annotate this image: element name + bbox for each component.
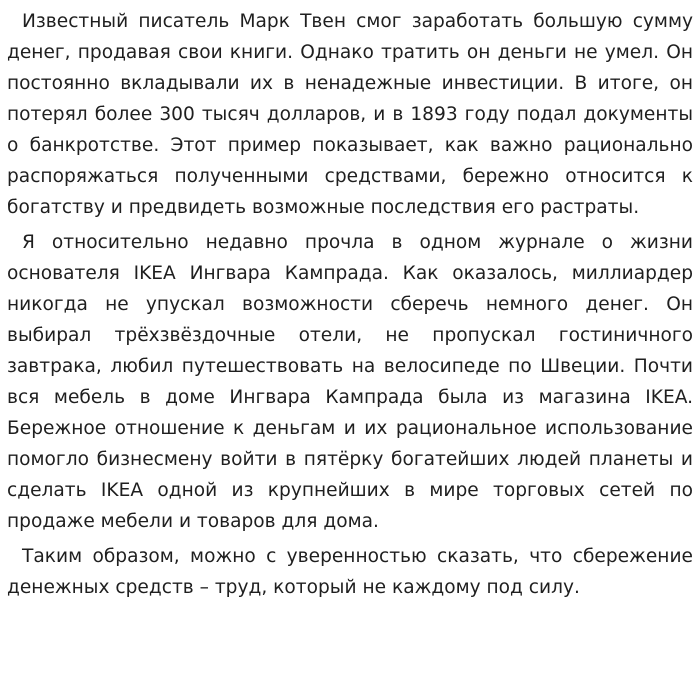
essay-text xyxy=(7,6,693,607)
paragraph-conclusion: Таким образом, можно с уверенностью сказать, что сбережение денежных средств – труд, который не каждому под силу. xyxy=(7,546,693,598)
paragraph-ikea-kamprad: Я относительно недавно прочла в одном журнале о жизни основателя IKEA Ингвара Кампрада. Как оказалось, миллиардер никогда не упускал возможности сберечь немного денег. Он выбирал трёхзвёздочные отели, не пропускал гостиничного завтрака, любил путешествовать на велосипеде по Швеции. Почти вся мебель в доме Ингвара Кампрада была из магазина IKEA. Бережное отношение к деньгам и их рациональное использование помогло бизнесмену войти в пятёрку богатейших людей планеты и сделать IKEA одной из крупнейших в мире торговых сетей по продаже мебели и товаров для дома. xyxy=(7,232,693,532)
paragraph-mark-twain: Известный писатель Марк Твен смог заработать большую сумму денег, продавая свои книги. Однако тратить он деньги не умел. Он постоянно вкладывали их в ненадежные инвестиции. В итоге, он потерял более 300 тысяч долларов, и в 1893 году подал документы о банкротстве. Этот пример показывает, как важно рационально распоряжаться полученными средствами, бережно относится к богатству и предвидеть возможные последствия его растраты. xyxy=(7,11,693,218)
